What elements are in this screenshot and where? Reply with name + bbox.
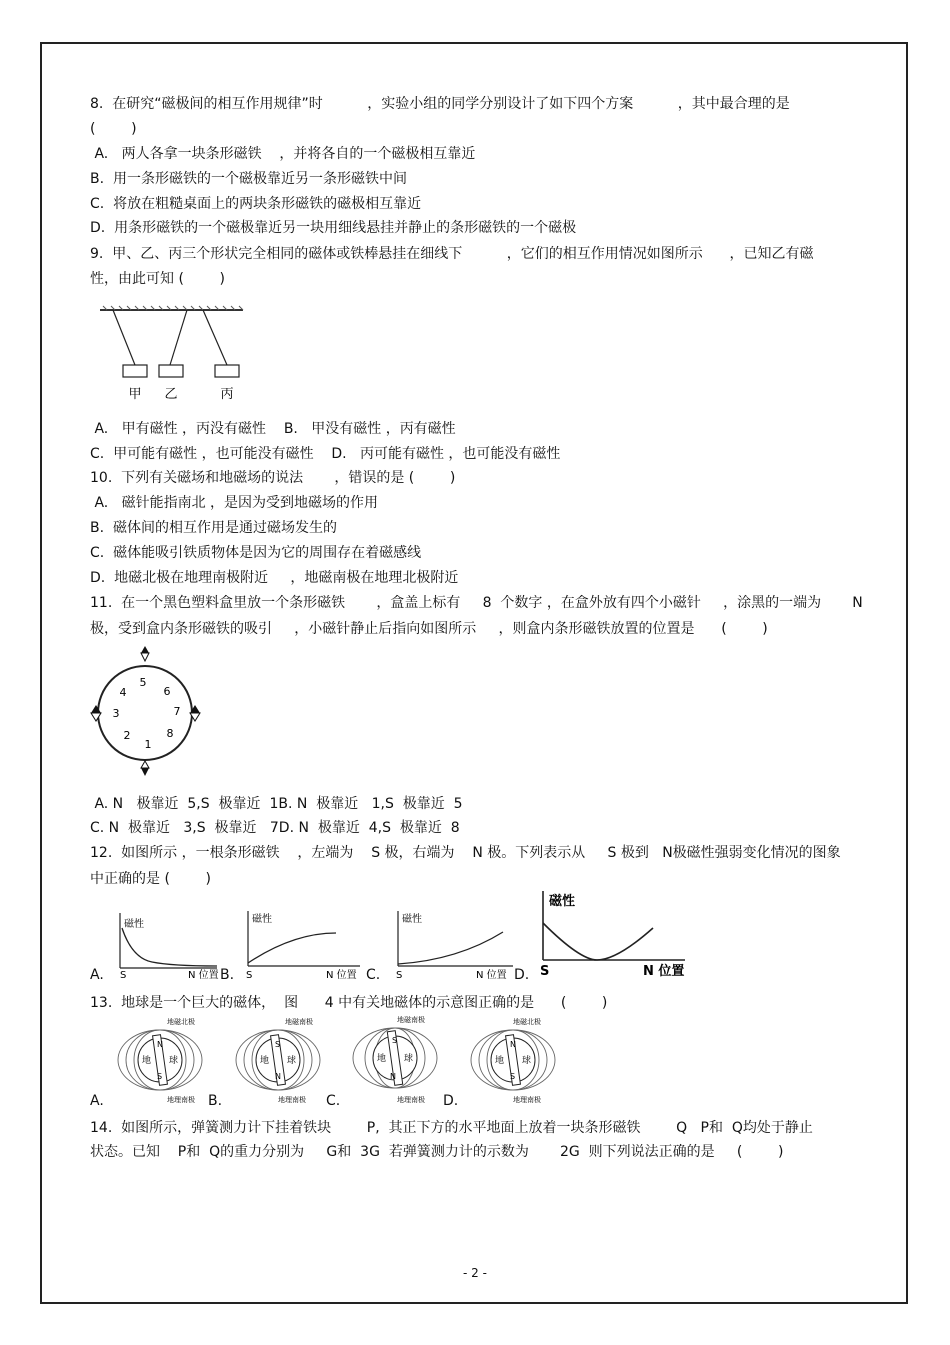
svg-text:地磁北极: 地磁北极 (513, 1018, 541, 1026)
q10-option-a: A. 磁针能指南北 ，是因为受到地磁场的作用 (90, 495, 379, 511)
q13-letter-c: C. (326, 1093, 341, 1109)
q10-option-c: C. 磁体能吸引铁质物体是因为它的周围存在着磁感线 (90, 545, 422, 561)
svg-text:S: S (396, 970, 403, 980)
svg-text:地: 地 (142, 1056, 152, 1066)
svg-text:球: 球 (287, 1056, 297, 1066)
q13-figure-d (465, 1015, 570, 1105)
svg-text:S: S (392, 1036, 398, 1045)
q12-letter-b: B. (220, 967, 235, 983)
svg-text:球: 球 (404, 1054, 414, 1064)
svg-text:N: N (275, 1072, 281, 1081)
q12-letter-a: A. (90, 967, 104, 983)
q10-option-b: B. 磁体间的相互作用是通过磁场发生的 (90, 520, 337, 536)
q8-option-d: D. 用条形磁铁的一个磁极靠近另一块用细线悬挂并静止的条形磁铁的一个磁极 (90, 220, 577, 236)
digit-2: 2 (123, 729, 131, 742)
q10-stem: 10. 下列有关磁场和地磁场的说法 ，错误的是 ( ) (90, 470, 456, 486)
needle-left (91, 705, 101, 721)
q10-option-d: D. 地磁北极在地理南极附近 ，地磁南极在地理北极附近 (90, 570, 459, 586)
string-bing (203, 310, 227, 365)
q13-letter-b: B. (208, 1093, 223, 1109)
digit-1: 1 (144, 738, 152, 751)
label-bing: 丙 (220, 387, 234, 402)
page-number: - 2 - (463, 1266, 487, 1280)
q11-options-cd: C. N 极靠近 3,S 极靠近 7D. N 极靠近 4,S 极靠近 8 (90, 820, 460, 836)
svg-text:S: S (157, 1072, 163, 1081)
svg-text:地理南极: 地理南极 (167, 1096, 195, 1104)
digit-3: 3 (112, 707, 120, 720)
curve-d (543, 923, 653, 960)
svg-text:N 位置: N 位置 (643, 964, 685, 979)
q12-stem-line2: 中正确的是 ( ) (90, 871, 211, 887)
q9-options-ab: A. 甲有磁性 ，丙没有磁性 B. 甲没有磁性 ，丙有磁性 (90, 421, 456, 437)
q12-graph-b (238, 908, 363, 980)
svg-text:S: S (510, 1072, 516, 1081)
q14-stem-line2: 状态。已知 P和 Q的重力分别为 G和 3G 若弹簧测力计的示数为 2G 则下列说法正确的是 ( ) (90, 1144, 784, 1160)
q8-option-a: A. 两人各拿一块条形磁铁 ，并将各自的一个磁极相互靠近 (90, 146, 476, 162)
q12-letter-c: C. (366, 967, 381, 983)
svg-text:地磁南极: 地磁南极 (397, 1016, 425, 1024)
label-yi: 乙 (164, 387, 178, 402)
svg-text:磁性: 磁性 (124, 919, 144, 930)
q12-graph-a (112, 910, 222, 980)
digit-5: 5 (139, 676, 147, 689)
svg-text:地磁南极: 地磁南极 (285, 1018, 313, 1026)
label-jia: 甲 (128, 387, 142, 402)
svg-text:N: N (510, 1040, 516, 1049)
string-yi (170, 310, 187, 365)
svg-text:N 位置: N 位置 (188, 970, 219, 980)
q8-paren: ( ) (90, 121, 137, 137)
svg-text:S: S (246, 970, 253, 980)
q8-option-c: C. 将放在粗糙桌面上的两块条形磁铁的磁极相互靠近 (90, 196, 422, 212)
q12-graph-c (388, 908, 518, 980)
q11-stem-line1: 11. 在一个黑色塑料盒里放一个条形磁铁 ，盒盖上标有 8 个数字 ，在盒外放有四个小磁针 ，涂黑的一端为 N (90, 595, 863, 611)
svg-text:地理南极: 地理南极 (513, 1096, 541, 1104)
q13-figure-a (112, 1015, 217, 1105)
svg-text:S: S (540, 964, 550, 979)
q9-hanging-figure (95, 300, 255, 405)
curve-c (398, 932, 503, 964)
q13-letter-a: A. (90, 1093, 104, 1109)
svg-text:N 位置: N 位置 (476, 970, 507, 980)
svg-text:地: 地 (495, 1056, 505, 1066)
svg-text:S: S (275, 1040, 281, 1049)
q11-stem-line2: 极，受到盒内条形磁铁的吸引 ，小磁针静止后指向如图所示 ，则盒内条形磁铁放置的位置是 ( ) (90, 621, 768, 637)
q12-graph-d (535, 888, 690, 980)
svg-text:磁性: 磁性 (252, 914, 272, 925)
q9-options-cd: C. 甲可能有磁性 ，也可能没有磁性 D. 丙可能有磁性 ，也可能没有磁性 (90, 446, 561, 462)
q12-letter-d: D. (514, 967, 530, 983)
svg-text:N 位置: N 位置 (326, 970, 357, 980)
svg-text:球: 球 (522, 1056, 532, 1066)
q13-letter-d: D. (443, 1093, 459, 1109)
svg-text:地理南极: 地理南极 (397, 1096, 425, 1104)
svg-text:球: 球 (169, 1056, 179, 1066)
svg-text:地: 地 (377, 1054, 387, 1064)
digit-4: 4 (119, 686, 127, 699)
q9-stem-line1: 9. 甲、乙、丙三个形状完全相同的磁体或铁棒悬挂在细线下 ，它们的相互作用情况如图所示 ，已知乙有磁 (90, 246, 814, 262)
svg-text:地: 地 (260, 1056, 270, 1066)
q8-option-b: B. 用一条形磁铁的一个磁极靠近另一条形磁铁中间 (90, 171, 407, 187)
q11-compass-box-figure (85, 645, 210, 780)
needle-bottom (141, 761, 149, 776)
digit-8: 8 (166, 727, 174, 740)
q12-stem-line1: 12. 如图所示 ，一根条形磁铁 ，左端为 S 极，右端为 N 极。下列表示从 S 极到 N极磁性强弱变化情况的图象 (90, 845, 841, 861)
q11-options-ab: A. N 极靠近 5,S 极靠近 1B. N 极靠近 1,S 极靠近 5 (90, 796, 463, 812)
svg-text:磁性: 磁性 (549, 894, 576, 909)
svg-text:N: N (390, 1072, 396, 1081)
svg-text:地理南极: 地理南极 (278, 1096, 306, 1104)
svg-text:磁性: 磁性 (402, 914, 422, 925)
digit-7: 7 (173, 705, 181, 718)
q13-figure-b (230, 1015, 335, 1105)
block-jia (123, 365, 147, 377)
q13-figure-c (345, 1013, 450, 1105)
q13-stem: 13. 地球是一个巨大的磁体， 图 4 中有关地磁体的示意图正确的是 ( ) (90, 995, 608, 1011)
curve-a (122, 928, 217, 966)
svg-text:S: S (120, 970, 127, 980)
svg-text:N: N (157, 1040, 163, 1049)
q14-stem-line1: 14. 如图所示，弹簧测力计下挂着铁块 P, 其正下方的水平地面上放着一块条形磁铁 Q P和 Q均处于静止 (90, 1120, 813, 1136)
needle-top (141, 646, 149, 661)
svg-text:地磁北极: 地磁北极 (167, 1018, 195, 1026)
block-yi (159, 365, 183, 377)
q8-stem: 8. 在研究“磁极间的相互作用规律”时 ，实验小组的同学分别设计了如下四个方案 ，其中最合理的是 (90, 96, 790, 112)
digit-6: 6 (163, 685, 171, 698)
curve-b (248, 933, 336, 963)
block-bing (215, 365, 239, 377)
q9-stem-line2: 性，由此可知 ( ) (90, 271, 225, 287)
string-jia (113, 310, 135, 365)
